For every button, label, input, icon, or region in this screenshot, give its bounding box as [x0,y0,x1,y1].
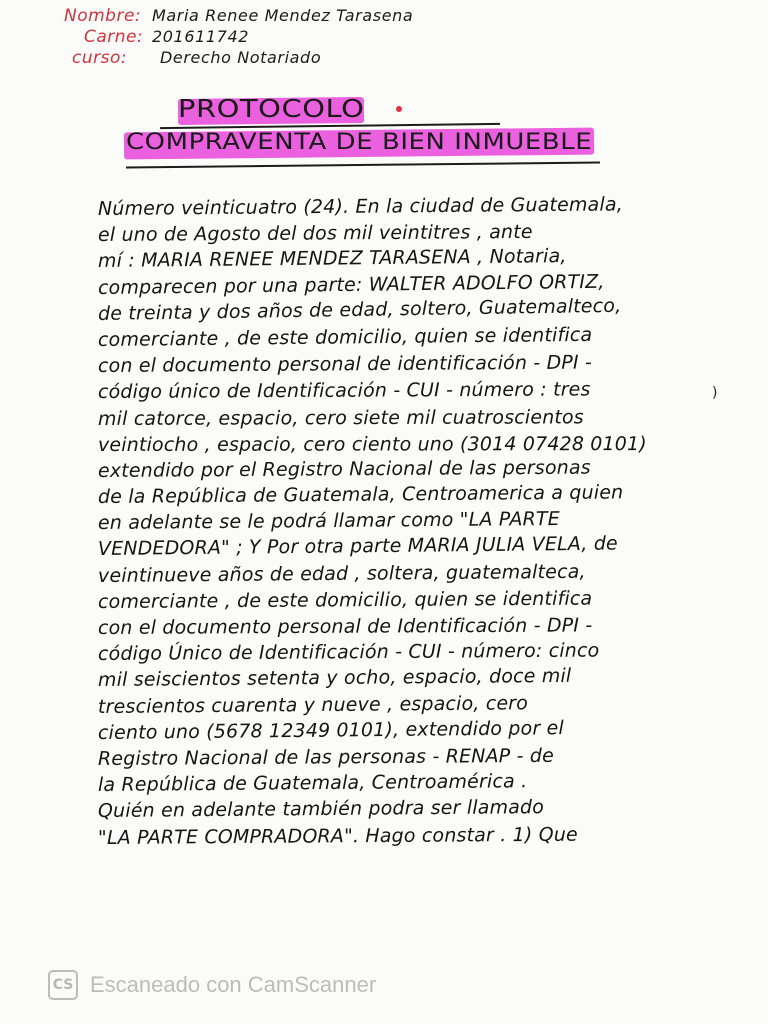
body-line: mí : MARIA RENEE MENDEZ TARASENA , Notaria, [97,245,567,273]
body-line: Registro Nacional de las personas - RENAP - de [97,744,554,770]
curso-row [64,48,704,69]
title-protocolo: PROTOCOLO [178,94,365,123]
title-compraventa: COMPRAVENTA DE BIEN INMUEBLE [126,130,593,155]
body-line: Número veinticuatro (24). En la ciudad de Guatemala, [97,193,624,220]
body-line: de la República de Guatemala, Centroamerica a quien [97,481,624,509]
name-row [64,6,704,27]
body-line: con el documento personal de Identificación - DPI - [97,614,593,639]
curso-label: curso: [72,48,128,68]
body-line: veintinueve años de edad , soltera, guatemalteca, [97,560,586,587]
carne-row [64,27,704,48]
student-header [64,6,704,69]
document-title [120,92,620,172]
body-line: veintiocho , espacio, cero ciento uno (3014 07428 0101) [97,432,647,456]
name-value: Maria Renee Mendez Tarasena [152,6,414,25]
protocol-body [97,193,698,851]
title-underline-2 [126,162,600,169]
watermark-text: Escaneado con CamScanner [90,972,377,997]
camscanner-watermark [48,970,376,1000]
margin-mark: ) [712,385,718,401]
body-line: en adelante se le podrá llamar como "LA PARTE [97,508,561,535]
body-line: "LA PARTE COMPRADORA". Hago constar . 1) Que [97,823,578,849]
body-line: de treinta y dos años de edad, soltero, Guatemalteco, [97,294,622,325]
camscanner-logo-icon: CS [48,970,78,1000]
body-line: extendido por el Registro Nacional de las personas [97,456,591,482]
body-line: comerciante , de este domicilio, quien se identifica [97,587,593,613]
curso-value: Derecho Notariado [160,48,322,67]
body-line: comparecen por una parte: WALTER ADOLFO ORTIZ, [97,270,605,299]
body-line: comerciante , de este domicilio, quien se identifica [97,323,593,351]
body-line: código Único de Identificación - CUI - número: cinco [97,639,600,666]
title-dot [396,106,402,112]
body-line: mil catorce, espacio, cero siete mil cuatroscientos [97,405,584,430]
carne-label: Carne: [84,27,144,47]
body-line: con el documento personal de identificación - DPI - [97,351,593,378]
body-line: ciento uno (5678 12349 0101), extendido por el [97,716,565,744]
body-line: el uno de Agosto del dos mil veintitres , ante [97,221,533,247]
body-line: mil seiscientos setenta y ocho, espacio, doce mil [97,665,572,692]
name-label: Nombre: [64,6,142,26]
body-line: trescientos cuarenta y nueve , espacio, cero [97,691,529,718]
carne-value: 201611742 [152,27,250,46]
body-line: la República de Guatemala, Centroamérica . [97,770,528,797]
body-line: Quién en adelante también podra ser llamado [97,796,545,823]
body-line: VENDEDORA" ; Y Por otra parte MARIA JULIA VELA, de [97,532,618,561]
body-line: código único de Identificación - CUI - número : tres [97,378,591,404]
